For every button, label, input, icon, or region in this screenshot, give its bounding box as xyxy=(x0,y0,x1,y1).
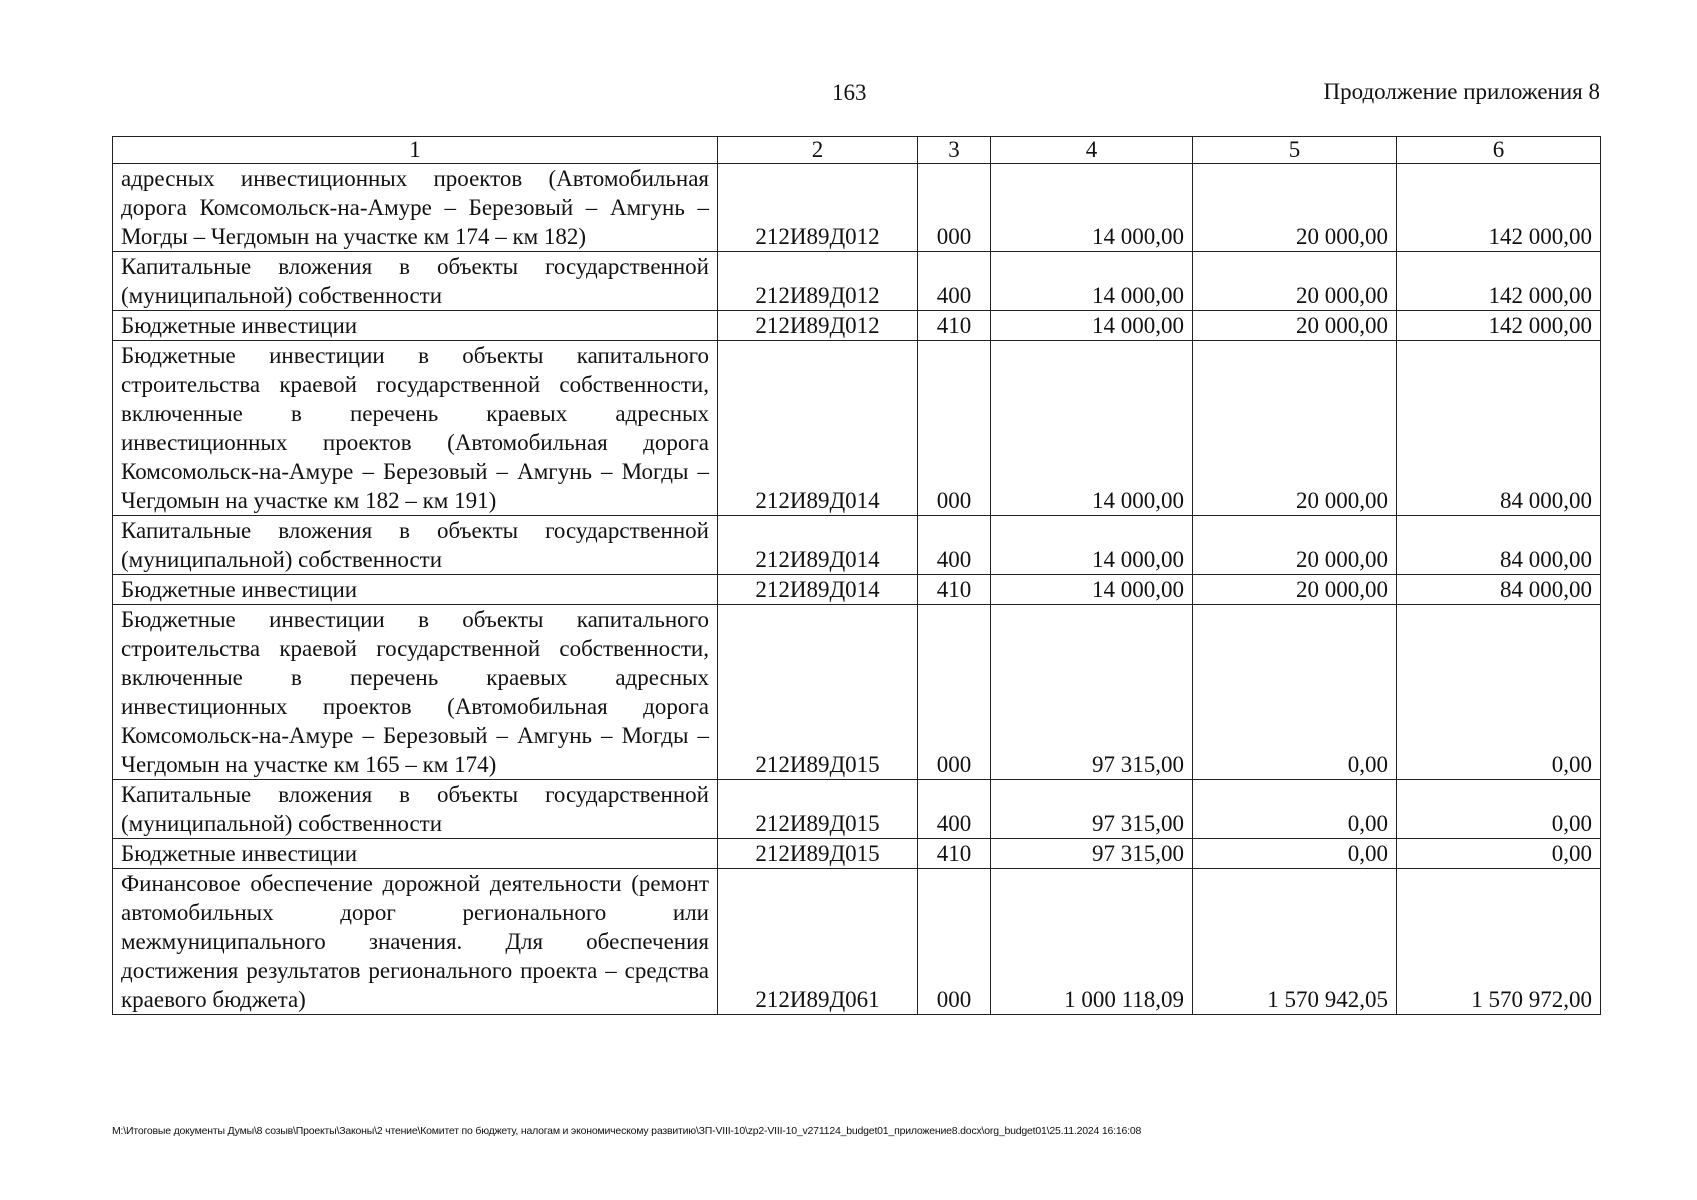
table-row xyxy=(113,341,1601,516)
expense-type-cell: 000 xyxy=(918,341,991,516)
amount-year2-cell: 20 000,00 xyxy=(1193,341,1397,516)
table-row xyxy=(113,311,1601,341)
document-file-path: M:\Итоговые документы Думы\8 созыв\Проекты\Законы\2 чтение\Комитет по бюджету, налогам и экономическому развитию\ЗП-VIII-10\zp2-VIII-10_v271124_budget01_приложение8.docx\org_budget01\25.11.2024 16:16:08 xyxy=(112,1125,1142,1137)
amount-year3-cell: 84 000,00 xyxy=(1397,516,1601,575)
amount-year2-cell: 0,00 xyxy=(1193,605,1397,780)
amount-year3-cell: 84 000,00 xyxy=(1397,341,1601,516)
appendix-continuation-note: Продолжение приложения 8 xyxy=(1323,79,1600,104)
amount-year3-cell: 142 000,00 xyxy=(1397,164,1601,252)
expense-type-cell: 410 xyxy=(918,311,991,341)
amount-year3-cell: 1 570 972,00 xyxy=(1397,869,1601,1015)
column-header-2: 2 xyxy=(718,137,918,164)
expense-type-cell: 410 xyxy=(918,575,991,605)
table-row xyxy=(113,839,1601,869)
amount-year3-cell: 0,00 xyxy=(1397,605,1601,780)
amount-year1-cell: 14 000,00 xyxy=(991,311,1193,341)
amount-year2-cell: 20 000,00 xyxy=(1193,575,1397,605)
column-number-row xyxy=(113,137,1601,164)
amount-year3-cell: 0,00 xyxy=(1397,839,1601,869)
amount-year3-cell: 0,00 xyxy=(1397,780,1601,839)
amount-year1-cell: 14 000,00 xyxy=(991,575,1193,605)
column-header-4: 4 xyxy=(991,137,1193,164)
target-code-cell: 212И89Д061 xyxy=(718,869,918,1015)
row-name-cell: Бюджетные инвестиции xyxy=(113,311,718,341)
amount-year3-cell: 142 000,00 xyxy=(1397,252,1601,311)
amount-year3-cell: 142 000,00 xyxy=(1397,311,1601,341)
row-name-cell: адресных инвестиционных проектов (Автомобильная дорога Комсомольск-на-Амуре – Березовый – Амгунь – Могды – Чегдомын на участке км 174 – км 182) xyxy=(113,164,718,252)
table-row xyxy=(113,252,1601,311)
table-row xyxy=(113,516,1601,575)
row-name-cell: Бюджетные инвестиции xyxy=(113,575,718,605)
table-row xyxy=(113,780,1601,839)
amount-year2-cell: 20 000,00 xyxy=(1193,164,1397,252)
amount-year1-cell: 14 000,00 xyxy=(991,516,1193,575)
target-code-cell: 212И89Д012 xyxy=(718,311,918,341)
table-row xyxy=(113,869,1601,1015)
expense-type-cell: 000 xyxy=(918,869,991,1015)
table-row xyxy=(113,164,1601,252)
row-name-cell: Капитальные вложения в объекты государственной (муниципальной) собственности xyxy=(113,252,718,311)
target-code-cell: 212И89Д014 xyxy=(718,341,918,516)
expense-type-cell: 000 xyxy=(918,605,991,780)
expense-type-cell: 400 xyxy=(918,780,991,839)
amount-year1-cell: 14 000,00 xyxy=(991,252,1193,311)
amount-year2-cell: 0,00 xyxy=(1193,780,1397,839)
table-row xyxy=(113,575,1601,605)
amount-year2-cell: 1 570 942,05 xyxy=(1193,869,1397,1015)
column-header-6: 6 xyxy=(1397,137,1601,164)
target-code-cell: 212И89Д015 xyxy=(718,780,918,839)
expense-type-cell: 400 xyxy=(918,516,991,575)
expense-type-cell: 000 xyxy=(918,164,991,252)
amount-year2-cell: 20 000,00 xyxy=(1193,516,1397,575)
page-number: 163 xyxy=(832,80,867,105)
table-body xyxy=(113,164,1601,1015)
row-name-cell: Бюджетные инвестиции в объекты капитального строительства краевой государственной собственности, включенные в перечень краевых адресных инвестиционных проектов (Автомобильная дорога Комсомольск-на-Амуре – Березовый – Амгунь – Могды – Чегдомын на участке км 182 – км 191) xyxy=(113,341,718,516)
column-header-5: 5 xyxy=(1193,137,1397,164)
budget-table xyxy=(112,136,1601,1015)
row-name-cell: Бюджетные инвестиции xyxy=(113,839,718,869)
amount-year2-cell: 20 000,00 xyxy=(1193,311,1397,341)
expense-type-cell: 400 xyxy=(918,252,991,311)
amount-year1-cell: 1 000 118,09 xyxy=(991,869,1193,1015)
row-name-cell: Бюджетные инвестиции в объекты капитального строительства краевой государственной собственности, включенные в перечень краевых адресных инвестиционных проектов (Автомобильная дорога Комсомольск-на-Амуре – Березовый – Амгунь – Могды – Чегдомын на участке км 165 – км 174) xyxy=(113,605,718,780)
target-code-cell: 212И89Д015 xyxy=(718,839,918,869)
column-header-3: 3 xyxy=(918,137,991,164)
row-name-cell: Капитальные вложения в объекты государственной (муниципальной) собственности xyxy=(113,516,718,575)
row-name-cell: Финансовое обеспечение дорожной деятельности (ремонт автомобильных дорог регионального или межмуниципального значения. Для обеспечения достижения результатов регионального проекта – средства краевого бюджета) xyxy=(113,869,718,1015)
target-code-cell: 212И89Д014 xyxy=(718,575,918,605)
amount-year2-cell: 0,00 xyxy=(1193,839,1397,869)
amount-year1-cell: 97 315,00 xyxy=(991,780,1193,839)
target-code-cell: 212И89Д012 xyxy=(718,252,918,311)
column-header-1: 1 xyxy=(113,137,718,164)
table-row xyxy=(113,605,1601,780)
target-code-cell: 212И89Д015 xyxy=(718,605,918,780)
expense-type-cell: 410 xyxy=(918,839,991,869)
row-name-cell: Капитальные вложения в объекты государственной (муниципальной) собственности xyxy=(113,780,718,839)
target-code-cell: 212И89Д014 xyxy=(718,516,918,575)
amount-year1-cell: 14 000,00 xyxy=(991,341,1193,516)
amount-year1-cell: 97 315,00 xyxy=(991,605,1193,780)
target-code-cell: 212И89Д012 xyxy=(718,164,918,252)
amount-year3-cell: 84 000,00 xyxy=(1397,575,1601,605)
amount-year1-cell: 97 315,00 xyxy=(991,839,1193,869)
amount-year1-cell: 14 000,00 xyxy=(991,164,1193,252)
amount-year2-cell: 20 000,00 xyxy=(1193,252,1397,311)
